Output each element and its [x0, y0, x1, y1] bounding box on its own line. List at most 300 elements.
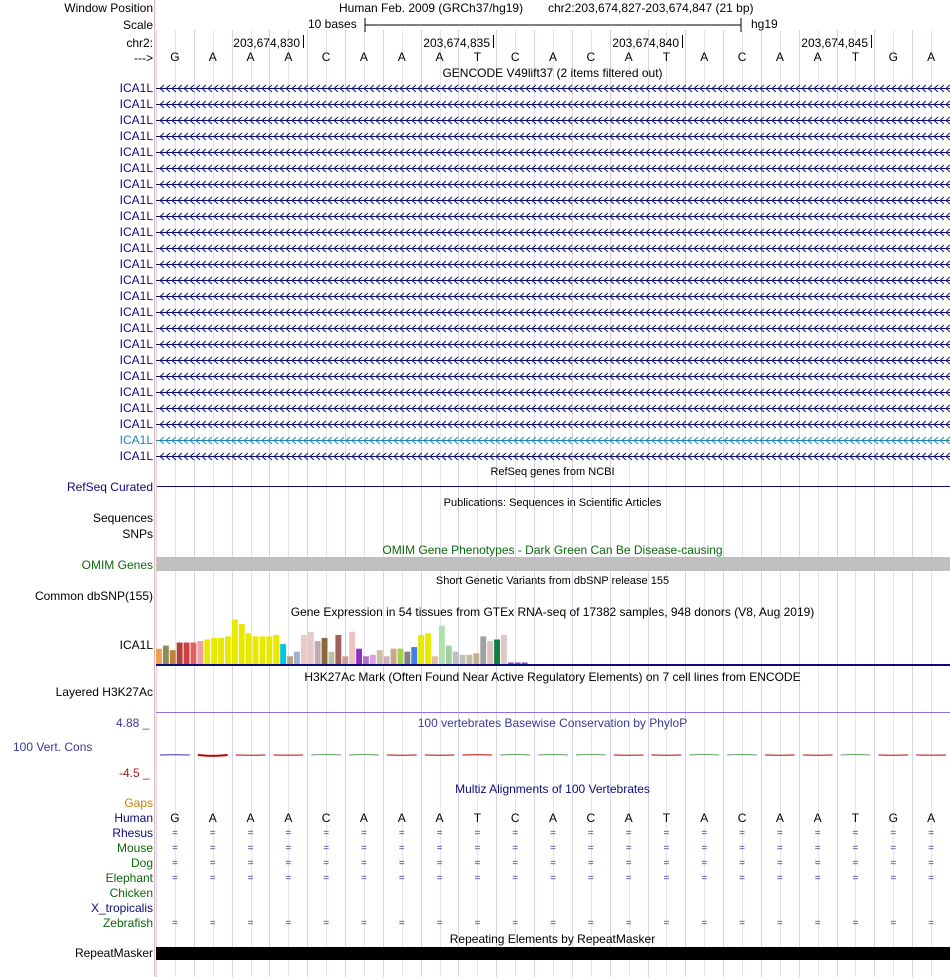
phylop-min: -4.5 _: [119, 766, 150, 780]
gencode-gene-label[interactable]: ICA1L: [119, 209, 153, 223]
gencode-gene-label[interactable]: ICA1L: [119, 241, 153, 255]
multiz-match-mark: =: [512, 918, 519, 929]
publications-track-title[interactable]: Publications: Sequences in Scientific Articles: [443, 497, 662, 509]
gencode-gene-label[interactable]: ICA1L: [119, 289, 153, 303]
multiz-match-mark: =: [550, 873, 556, 884]
gencode-gene-label[interactable]: ICA1L: [119, 401, 153, 415]
gencode-gene-label[interactable]: ICA1L: [119, 433, 153, 447]
gencode-gene-label[interactable]: ICA1L: [119, 337, 153, 351]
gtex-tissue-bar[interactable]: [315, 641, 321, 664]
sequence-base: A: [435, 50, 444, 64]
multiz-match-mark: =: [474, 858, 481, 869]
gencode-gene-feature[interactable]: [156, 100, 950, 109]
gencode-gene-label[interactable]: ICA1L: [119, 97, 153, 111]
gencode-gene-feature[interactable]: [156, 228, 950, 237]
multiz-match-mark: =: [739, 873, 745, 884]
gencode-gene-label[interactable]: ICA1L: [119, 113, 153, 127]
sequence-base: A: [359, 50, 368, 64]
multiz-match-mark: =: [776, 843, 783, 854]
multiz-match-mark: =: [776, 873, 783, 884]
multiz-match-mark: =: [625, 873, 632, 884]
gencode-gene-feature[interactable]: [156, 388, 950, 397]
sequence-base: A: [284, 50, 293, 64]
phylop-score-mark: [841, 755, 871, 756]
multiz-match-mark: =: [550, 843, 556, 854]
multiz-match-mark: =: [814, 918, 821, 929]
multiz-species-label[interactable]: X_tropicalis: [90, 901, 153, 915]
multiz-species-label[interactable]: Dog: [130, 856, 153, 870]
multiz-match-mark: =: [814, 828, 821, 839]
gtex-tissue-bar[interactable]: [342, 656, 348, 664]
multiz-match-mark: =: [474, 873, 481, 884]
sequence-base: A: [927, 50, 936, 64]
multiz-match-mark: =: [663, 843, 670, 854]
gencode-gene-label[interactable]: ICA1L: [119, 417, 153, 431]
gtex-tissue-bar[interactable]: [404, 652, 410, 664]
gencode-gene-feature[interactable]: [156, 116, 950, 125]
multiz-human-base: T: [662, 811, 671, 825]
gtex-tissue-bar[interactable]: [266, 636, 272, 664]
multiz-match-mark: =: [663, 918, 670, 929]
gencode-gene-feature[interactable]: [156, 276, 950, 285]
multiz-match-mark: =: [171, 843, 178, 854]
gtex-tissue-bar[interactable]: [377, 650, 383, 664]
gtex-tissue-bar[interactable]: [218, 638, 224, 664]
multiz-match-mark: =: [776, 918, 783, 929]
multiz-match-mark: =: [550, 858, 556, 869]
coord-label: 203,674,835: [423, 36, 490, 50]
gtex-tissue-bar[interactable]: [280, 644, 286, 664]
sequence-base: A: [246, 50, 255, 64]
phylop-score-mark: [500, 755, 530, 756]
multiz-human-base: C: [586, 811, 596, 825]
multiz-match-mark: =: [285, 918, 292, 929]
phylop-score-mark: [576, 755, 606, 756]
multiz-match-mark: =: [852, 873, 859, 884]
gencode-gene-label[interactable]: ICA1L: [119, 129, 153, 143]
multiz-match-mark: =: [776, 828, 783, 839]
publications-snps-label[interactable]: SNPs: [122, 527, 153, 541]
multiz-match-mark: =: [247, 918, 254, 929]
multiz-human-base: A: [700, 811, 709, 825]
multiz-human-base: A: [927, 811, 936, 825]
multiz-match-mark: =: [852, 843, 859, 854]
phylop-label[interactable]: 100 Vert. Cons: [13, 740, 93, 754]
multiz-match-mark: =: [398, 918, 405, 929]
multiz-human-base: C: [321, 811, 331, 825]
repeatmasker-bar[interactable]: [156, 947, 950, 960]
multiz-match-mark: =: [209, 858, 216, 869]
strand-label: --->: [134, 51, 153, 65]
h3k27ac-signal-line: [156, 712, 950, 713]
sequence-base: G: [888, 50, 898, 64]
gencode-gene-feature[interactable]: [156, 292, 950, 301]
multiz-match-mark: =: [285, 828, 292, 839]
multiz-match-mark: =: [814, 843, 821, 854]
sequence-base: A: [397, 50, 406, 64]
phylop-score-mark: [727, 755, 757, 756]
multiz-human-base: C: [510, 811, 520, 825]
gtex-tissue-bar[interactable]: [184, 643, 190, 665]
gtex-tissue-bar[interactable]: [225, 636, 231, 664]
gencode-gene-feature[interactable]: [156, 212, 950, 221]
multiz-human-base: C: [737, 811, 747, 825]
multiz-match-mark: =: [890, 828, 897, 839]
gencode-gene-feature[interactable]: [156, 404, 950, 413]
gtex-tissue-bar[interactable]: [211, 638, 217, 664]
gtex-tissue-bar[interactable]: [191, 643, 197, 665]
dbsnp-track-title[interactable]: Short Genetic Variants from dbSNP release 155: [435, 575, 670, 587]
gtex-tissue-bar[interactable]: [425, 633, 431, 664]
multiz-human-base: A: [359, 811, 368, 825]
multiz-match-mark: =: [625, 918, 632, 929]
coord-label: 203,674,830: [233, 36, 300, 50]
gencode-gene-label[interactable]: ICA1L: [119, 353, 153, 367]
coord-tick: [303, 35, 304, 48]
multiz-match-mark: =: [587, 918, 594, 929]
sequence-base: A: [624, 50, 633, 64]
multiz-match-mark: =: [361, 828, 367, 839]
scale-bar: [360, 17, 750, 33]
multiz-match-mark: =: [890, 843, 897, 854]
multiz-match-mark: =: [852, 828, 859, 839]
gtex-tissue-bar[interactable]: [473, 653, 479, 664]
multiz-match-mark: =: [587, 843, 594, 854]
multiz-human-base: A: [397, 811, 406, 825]
gtex-tissue-bar[interactable]: [287, 656, 293, 664]
gencode-gene-feature[interactable]: [156, 340, 950, 349]
multiz-match-mark: =: [625, 828, 632, 839]
phylop-track-title[interactable]: 100 vertebrates Basewise Conservation by PhyloP: [417, 716, 688, 730]
gtex-tissue-bar[interactable]: [418, 635, 424, 664]
multiz-match-mark: =: [361, 873, 367, 884]
gencode-gene-label[interactable]: ICA1L: [119, 321, 153, 335]
gtex-tissue-bar[interactable]: [494, 640, 500, 665]
multiz-match-mark: =: [436, 843, 443, 854]
multiz-match-mark: =: [701, 843, 708, 854]
omim-label[interactable]: OMIM Genes: [81, 558, 153, 572]
gencode-gene-label[interactable]: ICA1L: [119, 369, 153, 383]
multiz-match-mark: =: [171, 828, 178, 839]
gencode-gene-label[interactable]: ICA1L: [119, 193, 153, 207]
multiz-match-mark: =: [361, 858, 367, 869]
h3k27ac-track-title[interactable]: H3K27Ac Mark (Often Found Near Active Regulatory Elements) on 7 cell lines from ENCODE: [304, 670, 801, 684]
multiz-match-mark: =: [474, 828, 481, 839]
sequence-base: C: [321, 50, 331, 64]
gtex-tissue-bar[interactable]: [446, 646, 452, 664]
phylop-score-mark: [689, 755, 719, 756]
multiz-match-mark: =: [587, 828, 594, 839]
multiz-match-mark: =: [323, 918, 330, 929]
multiz-match-mark: =: [512, 873, 519, 884]
multiz-match-mark: =: [361, 918, 367, 929]
gtex-tissue-bar[interactable]: [197, 641, 203, 664]
gencode-gene-feature[interactable]: [156, 452, 950, 461]
gencode-gene-feature[interactable]: [156, 164, 950, 173]
refseq-label[interactable]: RefSeq Curated: [66, 480, 153, 494]
gtex-tissue-bar[interactable]: [432, 656, 438, 664]
multiz-match-mark: =: [171, 858, 178, 869]
multiz-human-base: A: [548, 811, 557, 825]
multiz-match-mark: =: [209, 873, 216, 884]
gtex-tissue-bar[interactable]: [453, 652, 459, 664]
refseq-gene-line[interactable]: [157, 486, 950, 487]
scale-text: 10 bases: [308, 17, 357, 31]
refseq-track-title[interactable]: RefSeq genes from NCBI: [490, 466, 615, 478]
gencode-gene-label[interactable]: ICA1L: [119, 225, 153, 239]
multiz-match-mark: =: [171, 873, 178, 884]
multiz-match-mark: =: [928, 873, 935, 884]
gtex-tissue-bar[interactable]: [467, 655, 473, 664]
gtex-tissue-bar[interactable]: [204, 640, 210, 665]
multiz-match-mark: =: [814, 873, 821, 884]
multiz-match-mark: =: [550, 918, 556, 929]
multiz-match-mark: =: [247, 858, 254, 869]
gencode-gene-label[interactable]: ICA1L: [119, 385, 153, 399]
sequence-base: A: [700, 50, 709, 64]
gtex-tissue-bar[interactable]: [246, 633, 252, 664]
multiz-match-mark: =: [436, 918, 443, 929]
multiz-match-mark: =: [928, 918, 935, 929]
gencode-gene-feature[interactable]: [156, 308, 950, 317]
gtex-tissue-bar[interactable]: [398, 649, 404, 664]
position-text: chr2:203,674,827-203,674,847 (21 bp): [548, 1, 754, 15]
gtex-tissue-bar[interactable]: [460, 655, 466, 664]
phylop-score-mark: [311, 755, 341, 756]
repeatmasker-track-title[interactable]: Repeating Elements by RepeatMasker: [449, 932, 656, 946]
gencode-gene-label[interactable]: ICA1L: [119, 145, 153, 159]
sequence-base: T: [473, 50, 482, 64]
multiz-match-mark: =: [209, 918, 216, 929]
gtex-tissue-bar[interactable]: [239, 624, 245, 664]
sequence-base: C: [586, 50, 596, 64]
gencode-gene-label[interactable]: ICA1L: [119, 273, 153, 287]
gencode-gene-feature[interactable]: [156, 356, 950, 365]
multiz-match-mark: =: [701, 918, 708, 929]
gtex-tissue-bar[interactable]: [322, 638, 328, 664]
omim-track-title[interactable]: OMIM Gene Phenotypes - Dark Green Can Be Disease-causing: [382, 543, 723, 557]
assembly-text: Human Feb. 2009 (GRCh37/hg19): [339, 1, 524, 15]
multiz-match-mark: =: [285, 873, 292, 884]
gencode-gene-label[interactable]: ICA1L: [119, 257, 153, 271]
multiz-match-mark: =: [436, 858, 443, 869]
multiz-match-mark: =: [663, 873, 670, 884]
phylop-score-mark: [538, 755, 568, 756]
phylop-plot[interactable]: [156, 740, 950, 770]
repeatmasker-label[interactable]: RepeatMasker: [74, 946, 153, 960]
multiz-match-mark: =: [928, 843, 935, 854]
multiz-match-mark: =: [361, 843, 367, 854]
gtex-tissue-bar[interactable]: [480, 636, 486, 664]
multiz-match-mark: =: [587, 873, 594, 884]
coord-tick: [493, 35, 494, 48]
scale-db: hg19: [751, 17, 778, 31]
gtex-tissue-bar[interactable]: [329, 652, 335, 664]
gtex-tissue-bar[interactable]: [349, 632, 355, 664]
sequence-base: G: [170, 50, 180, 64]
multiz-match-mark: =: [890, 918, 897, 929]
multiz-human-base: A: [624, 811, 633, 825]
multiz-match-mark: =: [512, 828, 519, 839]
gencode-gene-feature[interactable]: [156, 372, 950, 381]
multiz-match-mark: =: [474, 918, 481, 929]
gtex-gene-line: [156, 664, 950, 666]
multiz-match-mark: =: [323, 843, 330, 854]
gencode-gene-feature[interactable]: [156, 196, 950, 205]
gtex-tissue-bar[interactable]: [177, 643, 183, 665]
gencode-gene-feature[interactable]: [156, 84, 950, 93]
multiz-species-label[interactable]: Mouse: [116, 841, 153, 855]
scale-label: Scale: [122, 18, 153, 32]
publications-sequences-label[interactable]: Sequences: [92, 511, 153, 525]
gtex-tissue-bar[interactable]: [260, 636, 266, 664]
gencode-track-title[interactable]: GENCODE V49lift37 (2 items filtered out): [442, 66, 663, 80]
multiz-match-mark: =: [890, 873, 897, 884]
gencode-gene-feature[interactable]: [156, 148, 950, 157]
multiz-match-mark: =: [209, 843, 216, 854]
gtex-tissue-bar[interactable]: [370, 655, 376, 664]
multiz-match-mark: =: [701, 873, 708, 884]
gaps-label: Gaps: [124, 796, 153, 810]
gencode-gene-feature[interactable]: [156, 180, 950, 189]
multiz-match-mark: =: [209, 828, 216, 839]
multiz-species-label[interactable]: Chicken: [109, 886, 153, 900]
gtex-tissue-bar[interactable]: [501, 635, 507, 664]
gencode-gene-feature[interactable]: [156, 260, 950, 269]
gtex-tissue-bar[interactable]: [335, 635, 341, 664]
sequence-base: A: [775, 50, 784, 64]
gtex-tissue-bar[interactable]: [253, 636, 259, 664]
multiz-match-mark: =: [247, 873, 254, 884]
multiz-match-mark: =: [398, 858, 405, 869]
phylop-score-mark: [349, 755, 379, 756]
gtex-tissue-bar[interactable]: [487, 641, 493, 664]
gtex-bar-chart[interactable]: [156, 618, 556, 666]
coord-label: 203,674,840: [612, 36, 679, 50]
sequence-base: C: [510, 50, 520, 64]
multiz-match-mark: =: [436, 873, 443, 884]
multiz-human-base: T: [473, 811, 482, 825]
gtex-tissue-bar[interactable]: [163, 646, 169, 664]
gtex-tissue-bar[interactable]: [232, 620, 238, 665]
gencode-gene-feature[interactable]: [156, 132, 950, 141]
multiz-match-mark: =: [323, 858, 330, 869]
gencode-gene-label[interactable]: ICA1L: [119, 161, 153, 175]
multiz-species-label[interactable]: Zebrafish: [102, 916, 153, 930]
gtex-tissue-bar[interactable]: [384, 656, 390, 664]
multiz-human-base: A: [284, 811, 293, 825]
multiz-human-base: T: [851, 811, 860, 825]
sequence-base: A: [208, 50, 217, 64]
gtex-tissue-bar[interactable]: [308, 632, 314, 664]
multiz-match-mark: =: [398, 828, 405, 839]
omim-gene-bar[interactable]: [156, 557, 950, 571]
gencode-gene-label[interactable]: ICA1L: [119, 177, 153, 191]
multiz-match-mark: =: [323, 828, 330, 839]
gtex-tissue-bar[interactable]: [170, 650, 176, 664]
sequence-base: T: [662, 50, 671, 64]
gtex-tissue-bar[interactable]: [363, 656, 369, 664]
multiz-match-mark: =: [436, 828, 443, 839]
multiz-match-mark: =: [474, 843, 481, 854]
gencode-gene-feature[interactable]: [156, 436, 950, 445]
multiz-match-mark: =: [852, 918, 859, 929]
multiz-match-mark: =: [663, 858, 670, 869]
sequence-base: T: [851, 50, 860, 64]
multiz-match-mark: =: [928, 828, 935, 839]
multiz-match-mark: =: [739, 858, 745, 869]
chrom-label: chr2:: [126, 36, 153, 50]
multiz-human-base: A: [813, 811, 822, 825]
multiz-match-mark: =: [625, 843, 632, 854]
multiz-match-mark: =: [928, 858, 935, 869]
multiz-match-mark: =: [739, 828, 745, 839]
phylop-max: 4.88 _: [116, 716, 150, 730]
gtex-track-title[interactable]: Gene Expression in 54 tissues from GTEx RNA-seq of 17382 samples, 948 donors (V8, Aug 2019): [290, 605, 815, 619]
gencode-gene-feature[interactable]: [156, 420, 950, 429]
gencode-gene-label[interactable]: ICA1L: [119, 305, 153, 319]
multiz-match-mark: =: [587, 858, 594, 869]
multiz-human-base: G: [170, 811, 180, 825]
multiz-match-mark: =: [247, 828, 254, 839]
multiz-species-label[interactable]: Elephant: [105, 871, 153, 885]
multiz-match-mark: =: [398, 843, 405, 854]
gtex-tissue-bar[interactable]: [301, 635, 307, 664]
multiz-match-mark: =: [247, 843, 254, 854]
multiz-human-base: A: [208, 811, 217, 825]
multiz-human-base: G: [888, 811, 898, 825]
multiz-match-mark: =: [701, 828, 708, 839]
sequence-base: C: [737, 50, 747, 64]
multiz-human-base: A: [246, 811, 255, 825]
multiz-match-mark: =: [398, 873, 405, 884]
gencode-gene-feature[interactable]: [156, 244, 950, 253]
multiz-match-mark: =: [739, 843, 745, 854]
multiz-track-title[interactable]: Multiz Alignments of 100 Vertebrates: [455, 782, 650, 796]
multiz-match-mark: =: [285, 843, 292, 854]
multiz-match-mark: =: [852, 858, 859, 869]
gtex-tissue-bar[interactable]: [356, 649, 362, 664]
coord-tick: [682, 35, 683, 48]
multiz-match-mark: =: [890, 858, 897, 869]
coord-label: 203,674,845: [801, 36, 868, 50]
phylop-score-mark: [198, 755, 228, 756]
dbsnp-label[interactable]: Common dbSNP(155): [34, 589, 153, 603]
gtex-label[interactable]: ICA1L: [119, 638, 153, 652]
gencode-gene-feature[interactable]: [156, 324, 950, 333]
gtex-tissue-bar[interactable]: [439, 626, 445, 664]
label-divider: [154, 0, 155, 977]
gtex-tissue-bar[interactable]: [391, 649, 397, 664]
multiz-match-mark: =: [776, 858, 783, 869]
window-position-label: Window Position: [64, 1, 153, 15]
gencode-gene-label[interactable]: ICA1L: [119, 81, 153, 95]
gencode-gene-label[interactable]: ICA1L: [119, 449, 153, 463]
gtex-tissue-bar[interactable]: [294, 652, 300, 664]
multiz-match-mark: =: [323, 873, 330, 884]
multiz-species-label[interactable]: Rhesus: [112, 826, 153, 840]
multiz-species-label[interactable]: Human: [114, 811, 153, 825]
multiz-match-mark: =: [550, 828, 556, 839]
multiz-match-mark: =: [171, 918, 178, 929]
gtex-tissue-bar[interactable]: [411, 647, 417, 664]
multiz-match-mark: =: [739, 918, 745, 929]
gtex-tissue-bar[interactable]: [273, 635, 279, 664]
multiz-match-mark: =: [512, 858, 519, 869]
h3k27ac-label[interactable]: Layered H3K27Ac: [55, 685, 153, 699]
gtex-tissue-bar[interactable]: [156, 649, 162, 664]
multiz-match-mark: =: [701, 858, 708, 869]
